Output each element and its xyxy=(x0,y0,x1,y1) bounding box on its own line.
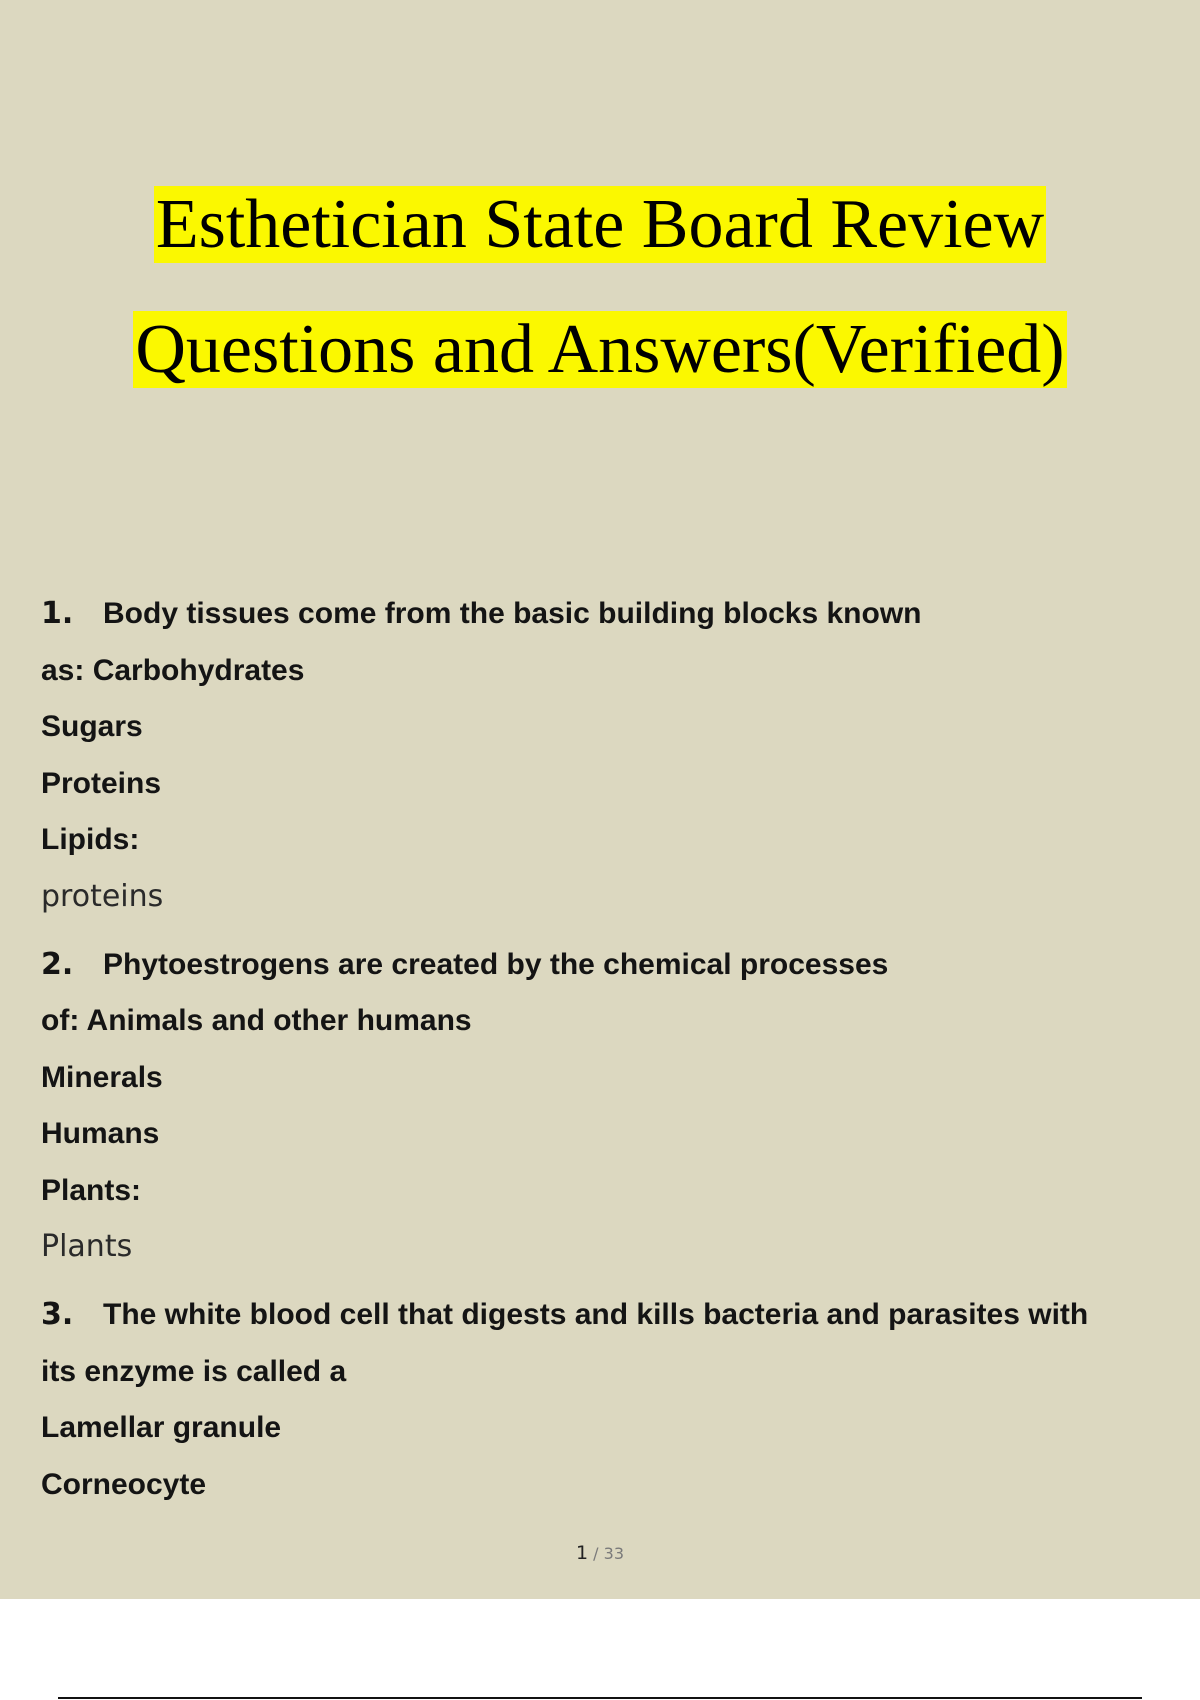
next-page-top-rule xyxy=(58,1697,1142,1699)
question-option: Minerals xyxy=(41,1060,163,1094)
question-stem xyxy=(41,586,1181,643)
question-text: Phytoestrogens are created by the chemical processes xyxy=(103,947,889,981)
question-answer: proteins xyxy=(41,878,164,914)
total-page-count: 33 xyxy=(603,1544,624,1563)
question-3 xyxy=(41,1287,1181,1513)
question-number: 3. xyxy=(41,1297,74,1332)
question-2 xyxy=(41,937,1181,1276)
question-number: 2. xyxy=(41,946,74,982)
question-option: Lipids: xyxy=(41,823,140,856)
title-highlight: Esthetician State Board Review xyxy=(155,186,1045,263)
question-option: Proteins xyxy=(41,766,162,800)
question-option: as: Carbohydrates xyxy=(41,653,305,687)
question-option: Sugars xyxy=(41,710,143,743)
question-option: Plants: xyxy=(41,1173,142,1207)
question-stem xyxy=(41,937,1181,994)
question-text: Body tissues come from the basic building blocks known xyxy=(103,597,922,630)
question-option: Lamellar granule xyxy=(41,1411,282,1444)
page-separator: / xyxy=(588,1544,604,1563)
question-option: of: Animals and other humans xyxy=(41,1004,472,1037)
page-counter xyxy=(0,1542,1200,1564)
document-title-line-1 xyxy=(0,183,1200,267)
question-stem xyxy=(41,1287,1181,1344)
current-page-number: 1 xyxy=(575,1542,589,1564)
question-option: its enzyme is called a xyxy=(41,1354,347,1388)
question-option: Corneocyte xyxy=(41,1467,207,1501)
question-number: 1. xyxy=(41,596,74,631)
question-answer: Plants xyxy=(41,1229,133,1264)
question-1 xyxy=(41,586,1181,925)
question-text: The white blood cell that digests and kills bacteria and parasites with xyxy=(103,1298,1089,1331)
document-title-line-2 xyxy=(0,308,1200,392)
question-option: Humans xyxy=(41,1117,160,1150)
title-highlight: Questions and Answers(Verified) xyxy=(135,311,1065,388)
question-list xyxy=(41,586,1181,1525)
